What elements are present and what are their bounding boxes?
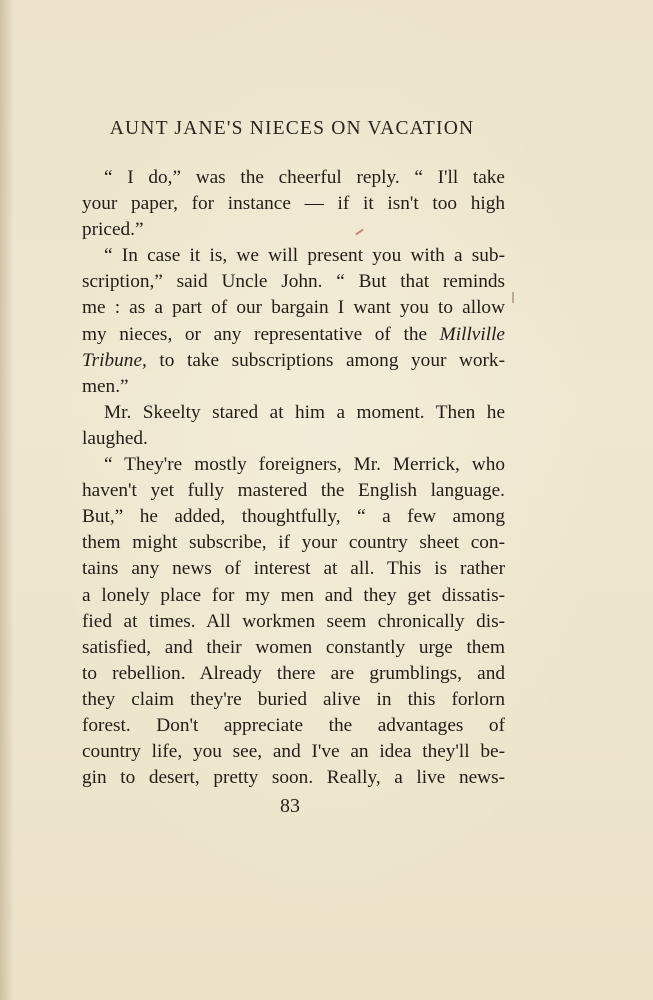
text-line: them might subscribe, if your country sheet con-	[82, 532, 505, 554]
body-text	[82, 165, 505, 791]
text-line: forest. Don't appreciate the advantages of	[82, 714, 505, 736]
text-line: But,” he added, thoughtfully, “ a few among	[82, 506, 505, 528]
text-line: “ I do,” was the cheerful reply. “ I'll take	[104, 167, 505, 188]
newspaper-title: Tribune,	[82, 349, 147, 371]
stray-pencil-mark	[512, 292, 514, 303]
text-line: gin to desert, pretty soon. Really, a live news-	[82, 767, 505, 789]
page-gutter-shadow	[0, 0, 14, 1000]
text-line: my nieces, or any representative of the Millville	[82, 323, 505, 345]
text-line: country life, you see, and I've an idea they'll be-	[82, 741, 505, 763]
text-line: they claim they're buried alive in this forlorn	[82, 688, 505, 710]
text-line: to rebellion. Already there are grumblings, and	[82, 662, 505, 684]
newspaper-title: Millville	[439, 323, 505, 345]
page-number: 83	[280, 795, 300, 817]
text-line: “ In case it is, we will present you with a sub-	[104, 245, 505, 267]
text-line: haven't yet fully mastered the English language.	[82, 480, 505, 502]
text-line: “ They're mostly foreigners, Mr. Merrick, who	[104, 454, 505, 476]
text-line: me : as a part of our bargain I want you to allow	[82, 297, 505, 319]
text-line: satisfied, and their women constantly urge them	[82, 636, 505, 658]
text-line: fied at times. All workmen seem chronically dis-	[82, 610, 505, 632]
text-line: Tribune, to take subscriptions among your work-	[82, 349, 505, 371]
text-line: a lonely place for my men and they get dissatis-	[82, 584, 505, 606]
text-line: your paper, for instance — if it isn't too high	[82, 193, 505, 215]
text-line: priced.”	[82, 219, 144, 241]
text-line: men.”	[82, 375, 129, 397]
running-head: AUNT JANE'S NIECES ON VACATION	[109, 118, 475, 139]
text-line: scription,” said Uncle John. “ But that reminds	[82, 271, 505, 293]
text-line: Mr. Skeelty stared at him a moment. Then he	[104, 401, 505, 423]
text-line: laughed.	[82, 427, 148, 449]
text-line: tains any news of interest at all. This is rather	[82, 558, 505, 580]
